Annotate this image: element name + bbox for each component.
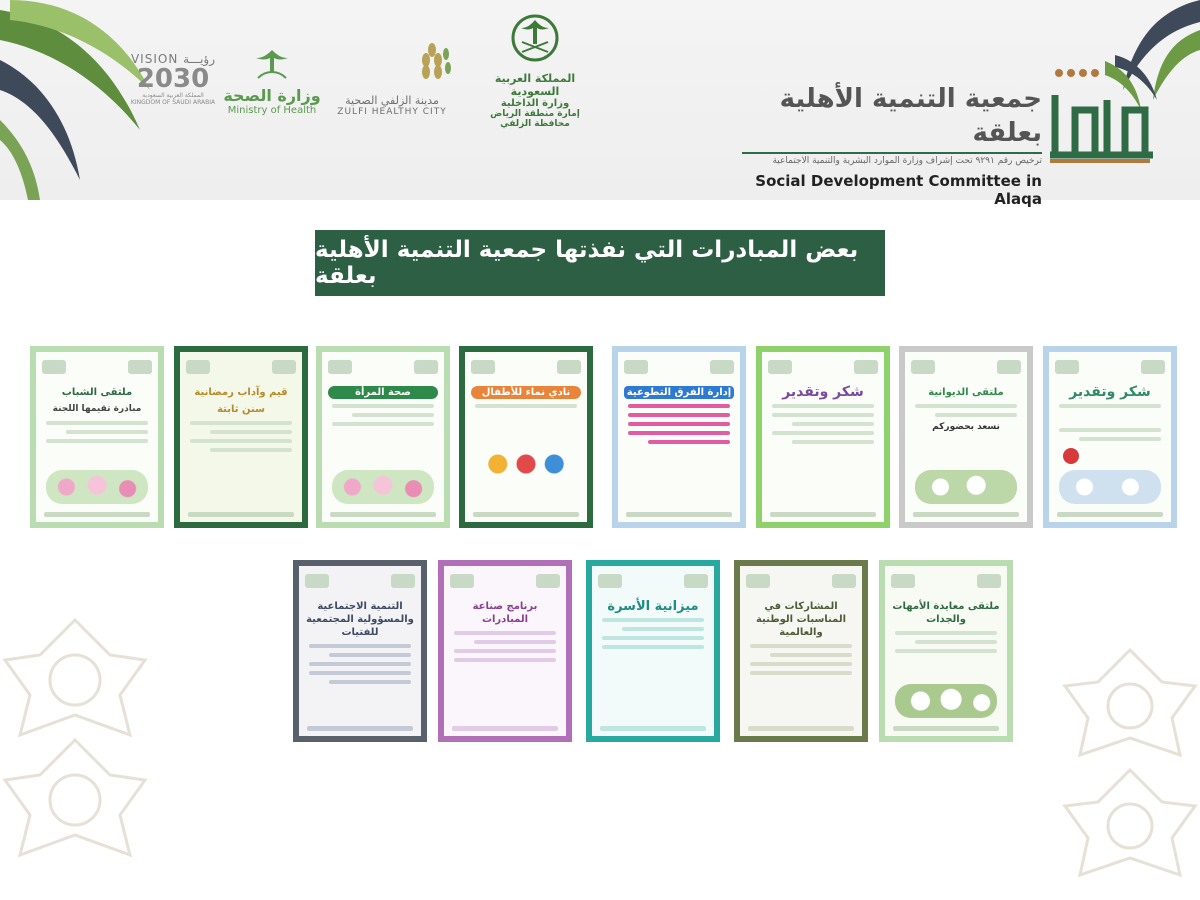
alaqa-committee-name xyxy=(742,82,1042,208)
interior-ministry: وزارة الداخلية xyxy=(500,98,570,109)
saudi-emblem-icon xyxy=(510,12,560,68)
poster-title: ملتقى الشباب xyxy=(61,387,133,398)
poster-title: التنمية الاجتماعية والمسؤولية المجتمعية للفتيات xyxy=(306,601,414,638)
poster-title: ملتقى معايدة الأمهات والجدات xyxy=(892,601,1000,625)
kingdom-name: المملكة العربية السعودية xyxy=(494,72,576,98)
poster-title: ملتقى الديوانية xyxy=(928,387,1004,398)
zulfi-governorate: محافظة الزلفي xyxy=(500,119,570,129)
poster-title: قيم وآداب رمضانية xyxy=(194,387,288,398)
vision-2030-logo xyxy=(128,52,218,106)
moh-arabic: وزارة الصحة xyxy=(223,86,321,105)
vision-label: VISION رؤيـــة xyxy=(130,52,216,66)
poster-title: إدارة الفرق التطوعية xyxy=(624,386,734,399)
zulfi-arabic: مدينة الزلفي الصحية xyxy=(345,94,439,107)
initiative-poster[interactable] xyxy=(293,560,427,742)
arabesque-ornament-icon xyxy=(1050,620,1200,900)
riyadh-emirate: إمارة منطقة الرياض xyxy=(490,109,580,119)
arabesque-ornament-icon xyxy=(0,600,160,900)
poster-title: شكر وتقدير xyxy=(1069,384,1151,400)
poster-title: برنامج صناعة المبادرات xyxy=(472,601,538,625)
initiative-poster[interactable] xyxy=(316,346,450,528)
initiative-poster[interactable] xyxy=(879,560,1013,742)
initiative-poster[interactable] xyxy=(756,346,890,528)
page-title: بعض المبادرات التي نفذتها جمعية التنمية الأهلية بعلقة xyxy=(315,230,885,296)
emirate-logo xyxy=(470,12,600,129)
initiative-poster[interactable] xyxy=(586,560,720,742)
poster-title: ميزانية الأسرة xyxy=(607,599,699,614)
poster-subtitle: نسعد بحضوركم xyxy=(932,422,1000,432)
poster-subtitle: مبادرة تقيمها اللجنة xyxy=(52,404,142,414)
alaqa-logo-icon xyxy=(1045,55,1160,165)
moh-english: Ministry of Health xyxy=(227,105,317,116)
flowers-icon xyxy=(915,470,1017,504)
zulfi-english: ZULFI HEALTHY CITY xyxy=(337,107,447,117)
alaqa-arabic-name: جمعية التنمية الأهلية بعلقة xyxy=(779,84,1042,148)
poster-title: المشاركات في المناسبات الوطنية والعالمية xyxy=(755,601,847,638)
wheat-icon xyxy=(322,40,462,90)
initiative-poster[interactable] xyxy=(30,346,164,528)
initiative-poster[interactable] xyxy=(438,560,572,742)
zulfi-healthy-city-logo xyxy=(322,40,462,117)
initiative-poster[interactable] xyxy=(459,346,593,528)
poster-subtitle: سنن ثابتة xyxy=(217,404,265,415)
flowers-icon xyxy=(46,470,148,504)
vision-kingdom: المملكة العربية السعودية KINGDOM OF SAUDI ARABIA xyxy=(130,92,216,106)
flowers-icon xyxy=(1059,470,1161,504)
alaqa-english-name: Social Development Committee in Alaqa xyxy=(755,172,1042,208)
initiative-poster[interactable] xyxy=(1043,346,1177,528)
flowers-icon xyxy=(332,470,434,504)
ministry-of-health-logo xyxy=(222,48,322,116)
initiative-poster[interactable] xyxy=(734,560,868,742)
initiative-poster[interactable] xyxy=(174,346,308,528)
poster-title: صحة المرأة xyxy=(328,386,438,399)
palm-swords-icon xyxy=(252,48,292,82)
initiative-poster[interactable] xyxy=(899,346,1033,528)
initiative-poster[interactable] xyxy=(612,346,746,528)
flowers-icon xyxy=(895,684,997,718)
alaqa-license: ترخيص رقم ٩٢٩١ تحت إشراف وزارة الموارد البشرية والتنمية الاجتماعية xyxy=(742,152,1042,166)
poster-title: شكر وتقدير xyxy=(782,384,864,400)
poster-title: نادي نماء للأطفال xyxy=(471,386,581,399)
health-logo-icon xyxy=(1063,448,1079,464)
toys-icon xyxy=(479,444,573,484)
vision-year: 2030 xyxy=(136,64,210,94)
